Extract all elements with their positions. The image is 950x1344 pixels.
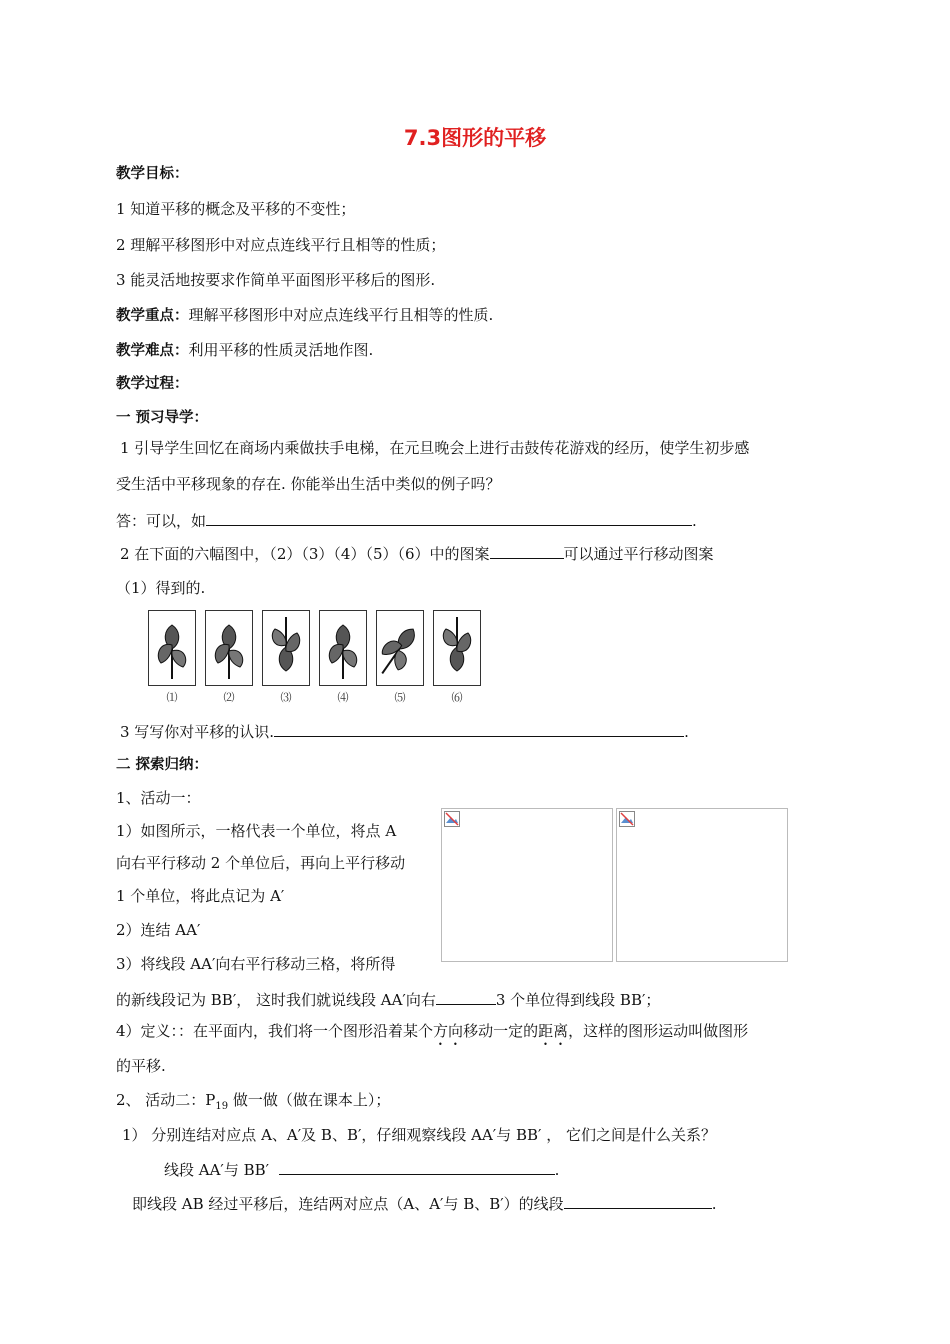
leaf-caption-5: ⑸ (394, 691, 406, 704)
definition-emphasis-distance: 距离 (538, 1022, 569, 1040)
goals-heading: 教学目标： (116, 166, 189, 182)
leaf-caption-1: ⑴ (166, 691, 178, 704)
grid-figure-2 (616, 808, 788, 962)
q3-blank[interactable] (274, 720, 684, 737)
activity2-conclusion: 即线段 AB 经过平移后，连结两对应点（A、A′与 B、B′）的线段 . (132, 1192, 716, 1214)
activity1-step3: 3）将线段 AA′向右平行移动三格，将所得 (116, 955, 396, 973)
broken-image-icon (619, 811, 635, 827)
leaf-figure-4 (319, 610, 367, 705)
q2-before: 2 在下面的六幅图中，（2）（3）（4）（5）（6）中的图案 (120, 545, 490, 563)
activity2-q1-answer: 线段 AA′与 BB′ . (164, 1158, 559, 1180)
q2-after: 可以通过平行移动图案 (563, 545, 714, 563)
q3-text: 3 写写你对平移的认识. (120, 723, 275, 741)
activity1-step2: 2）连结 AA′ (116, 921, 201, 939)
difficulty (116, 340, 373, 361)
activity1-title: 1、活动一： (116, 789, 201, 807)
key-point-text: 理解平移图形中对应点连线平行且相等的性质. (188, 306, 494, 324)
leaf-caption-6: ⑹ (451, 691, 463, 704)
definition-part-2: 移动一定的 (463, 1022, 539, 1040)
activity1-line2: 向右平行移动 2 个单位后，再向上平行移动 (116, 854, 406, 872)
activity1-line3: 1 个单位，将此点记为 A′ (116, 887, 285, 905)
definition-line2: 的平移. (116, 1057, 166, 1075)
definition-line (116, 1021, 748, 1049)
step3b-after: 3 个单位得到线段 BB′； (495, 991, 661, 1009)
definition-emphasis-direction: 方向 (433, 1022, 464, 1040)
leaf-icon (206, 611, 252, 685)
grid-figure-1 (441, 808, 613, 962)
goal-item-1: 1 知道平移的概念及平移的不变性； (116, 200, 356, 218)
conclusion-text: 即线段 AB 经过平移后，连结两对应点（A、A′与 B、B′）的线段 (132, 1195, 564, 1213)
key-point-label: 教学重点： (116, 308, 189, 324)
activity2-page-sub: 19 (215, 1101, 229, 1112)
leaf-icon (320, 611, 366, 685)
q1-answer-label: 线段 AA′与 BB′ (164, 1161, 270, 1179)
activity2-q1: 1） 分别连结对应点 A、A′及 B、B′，仔细观察线段 AA′与 BB′ ， 它们之间是什么关系？ (122, 1126, 716, 1144)
leaf-caption-3: ⑶ (280, 691, 292, 704)
q2-blank[interactable] (490, 542, 564, 559)
activity1-step3b (116, 988, 660, 1010)
difficulty-text: 利用平移的性质灵活地作图. (188, 341, 374, 359)
answer-label: 答：可以，如 (116, 512, 207, 530)
leaf-icon (377, 611, 423, 685)
goal-item-3: 3 能灵活地按要求作简单平面图形平移后的图形. (116, 271, 436, 289)
activity2-post: 做一做（做在课本上）； (228, 1091, 391, 1109)
broken-image-icon (444, 811, 460, 827)
leaf-caption-2: ⑵ (223, 691, 235, 704)
step3b-before: 的新线段记为 BB′， 这时我们就说线段 AA′向右 (116, 991, 436, 1009)
leaf-icon (434, 611, 480, 685)
leaf-figure-6 (433, 610, 481, 705)
leaf-figure-3 (262, 610, 310, 705)
q2-line (120, 542, 714, 564)
conclusion-blank[interactable] (564, 1192, 712, 1209)
leaf-figure-5 (376, 610, 424, 705)
difficulty-label: 教学难点： (116, 343, 189, 359)
activity2-pre: 2、 活动二：P (116, 1091, 216, 1109)
goal-item-2: 2 理解平移图形中对应点连线平行且相等的性质； (116, 236, 446, 254)
step3b-blank[interactable] (436, 988, 496, 1005)
process-heading: 教学过程： (116, 376, 189, 392)
section2-heading: 二 探索归纳： (116, 757, 209, 773)
definition-part-1: 4）定义：：在平面内，我们将一个图形沿着某个 (116, 1022, 434, 1040)
answer-blank[interactable] (206, 509, 692, 526)
section1-p1-line1: 1 引导学生回忆在商场内乘做扶手电梯，在元旦晚会上进行击鼓传花游戏的经历，使学生初步感 (120, 439, 750, 457)
leaf-figure-1 (148, 610, 196, 705)
q2-line2: （1）得到的. (116, 579, 206, 597)
leaf-icon (263, 611, 309, 685)
leaf-figure-2 (205, 610, 253, 705)
leaf-caption-4: ⑷ (337, 691, 349, 704)
section1-p1-line2: 受生活中平移现象的存在. 你能举出生活中类似的例子吗？ (116, 475, 501, 493)
activity1-line1: 1）如图所示，一格代表一个单位，将点 A (116, 822, 397, 840)
key-point (116, 305, 493, 326)
q1-answer-blank[interactable] (279, 1158, 555, 1175)
activity2-title (116, 1090, 390, 1117)
q3-line: 3 写写你对平移的认识. . (120, 720, 689, 742)
leaf-icon (149, 611, 195, 685)
definition-part-3: ，这样的图形运动叫做图形 (568, 1022, 749, 1040)
section1-heading: 一 预习导学： (116, 410, 209, 426)
page-title: 7.3图形的平移 (403, 126, 547, 150)
answer-line: 答：可以，如 . (116, 509, 697, 531)
